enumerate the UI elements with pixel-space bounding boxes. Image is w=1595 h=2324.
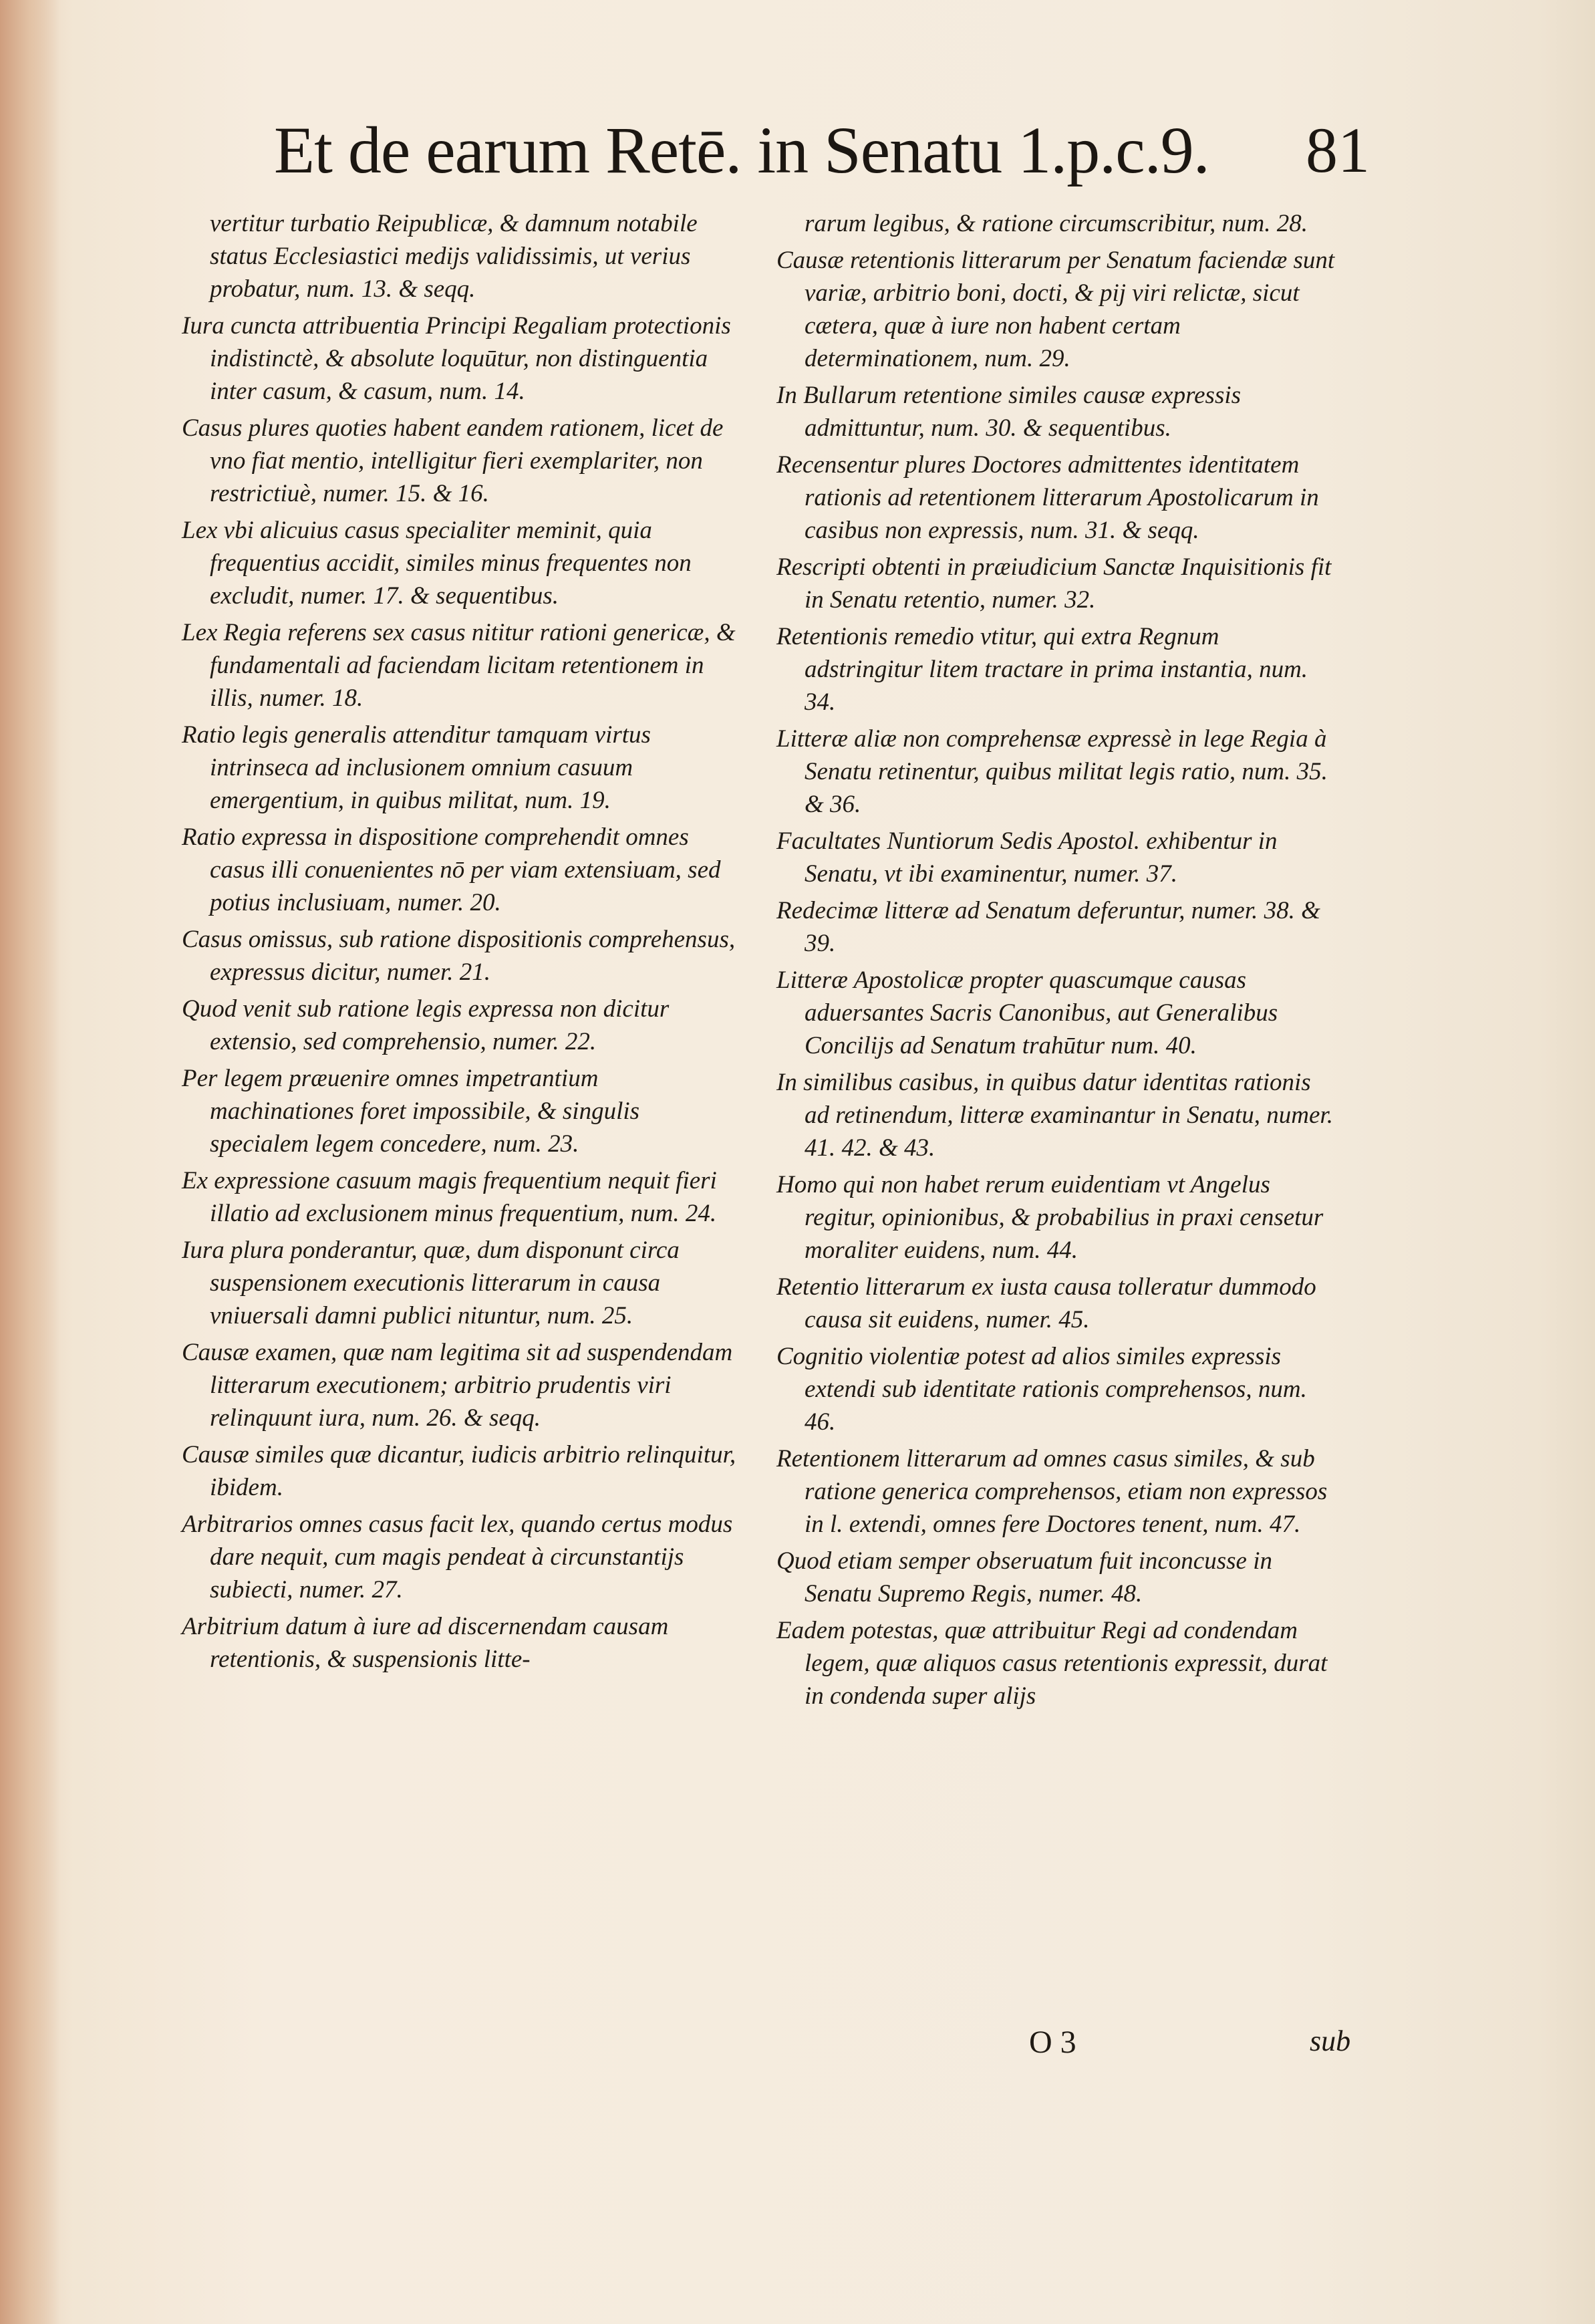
index-entry: Iura plura ponderantur, quæ, dum disponunt circa suspensionem executionis litterarum in causa vniuersali damni publici nituntur, num. 25.: [182, 1237, 680, 1329]
index-entry: Rescripti obtenti in præiudicium Sanctæ Inquisitionis fit in Senatu retentio, numer. 32.: [776, 553, 1332, 614]
index-entry: Ratio expressa in dispositione comprehendit omnes casus illi conuenientes nō per viam extensiuam, sed potius inclusiuam, numer. 20.: [182, 823, 721, 916]
index-entry: Casus omissus, sub ratione dispositionis comprehensus, expressus dicitur, numer. 21.: [182, 926, 736, 986]
index-entry: Arbitrarios omnes casus facit lex, quando certus modus dare nequit, cum magis pendeat à circunstantijs subiecti, numer. 27.: [182, 1511, 733, 1603]
signature-mark: O 3: [1029, 2025, 1076, 2060]
page-gutter: [0, 0, 60, 2324]
index-entry: Facultates Nuntiorum Sedis Apostol. exhibentur in Senatu, vt ibi examinentur, numer. 37.: [776, 827, 1278, 888]
index-entry: Lex Regia referens sex casus nititur rationi genericæ, & fundamentali ad faciendam licitam retentionem in illis, numer. 18.: [182, 619, 736, 712]
index-entry: Litteræ aliæ non comprehensæ expressè in lege Regia à Senatu retinentur, quibus militat legis ratio, num. 35. & 36.: [776, 725, 1328, 818]
index-entry: In Bullarum retentione similes causæ expressis admittuntur, num. 30. & sequentibus.: [776, 382, 1242, 442]
index-entry: Per legem præuenire omnes impetrantium machinationes foret impossibile, & singulis specialem legem concedere, num. 23.: [182, 1065, 640, 1158]
index-entry: Causæ similes quæ dicantur, iudicis arbitrio relinquitur, ibidem.: [182, 1441, 736, 1501]
index-entry: Casus plures quoties habent eandem rationem, licet de vno fiat mentio, intelligitur fieri exemplariter, non restrictiuè, numer. 15. & 16.: [182, 414, 724, 507]
index-entry: Recensentur plures Doctores admittentes identitatem rationis ad retentionem litterarum Apostolicarum in casibus non expressis, num. 31. & seqq.: [776, 451, 1319, 544]
index-entry: Retentionis remedio vtitur, qui extra Regnum adstringitur litem tractare in prima instantia, num. 34.: [776, 623, 1308, 716]
index-entry: Cognitio violentiæ potest ad alios similes expressis extendi sub identitate rationis comprehensos, num. 46.: [776, 1343, 1307, 1436]
index-entry: Quod venit sub ratione legis expressa non dicitur extensio, sed comprehensio, numer. 22.: [182, 995, 670, 1055]
index-entry: vertitur turbatio Reipublicæ, & damnum notabile status Ecclesiastici medijs validissimis, ut verius probatur, num. 13. & seqq.: [210, 210, 698, 303]
index-entry: Causæ retentionis litterarum per Senatum faciendæ sunt variæ, arbitrio boni, docti, & pij viri relictæ, sicut cætera, quæ à iure non habent certam determinationem, num. 29.: [776, 247, 1335, 372]
page-header: [274, 114, 1370, 187]
index-entry: Quod etiam semper obseruatum fuit inconcusse in Senatu Supremo Regis, numer. 48.: [776, 1547, 1272, 1607]
index-entry: Lex vbi alicuius casus specialiter meminit, quia frequentius accidit, similes minus frequentes non excludit, numer. 17. & sequentibus.: [182, 517, 692, 610]
page-number: 81: [1306, 114, 1370, 186]
right-column: [776, 207, 1338, 1716]
index-entry: rarum legibus, & ratione circumscribitur, num. 28.: [805, 210, 1308, 237]
left-column: [182, 207, 743, 1680]
index-entry: Retentionem litterarum ad omnes casus similes, & sub ratione generica comprehensos, etiam non expressos in l. extendi, omnes fere Doctores tenent, num. 47.: [776, 1445, 1328, 1538]
index-entry: In similibus casibus, in quibus datur identitas rationis ad retinendum, litteræ examinantur in Senatu, numer. 41. 42. & 43.: [776, 1069, 1333, 1162]
index-entry: Ex expressione casuum magis frequentium nequit fieri illatio ad exclusionem minus frequentium, num. 24.: [182, 1167, 717, 1227]
index-entry: Litteræ Apostolicæ propter quascumque causas aduersantes Sacris Canonibus, aut Generalibus Concilijs ad Senatum trahūtur num. 40.: [776, 966, 1278, 1059]
index-entry: Redecimæ litteræ ad Senatum deferuntur, numer. 38. & 39.: [776, 897, 1320, 957]
index-entry: Causæ examen, quæ nam legitima sit ad suspendendam litterarum executionem; arbitrio prudentis viri relinquunt iura, num. 26. & seqq.: [182, 1339, 733, 1432]
catchword: sub: [1310, 2025, 1351, 2057]
index-entry: Eadem potestas, quæ attribuitur Regi ad condendam legem, quæ aliquos casus retentionis expressit, durat in condenda super alijs: [776, 1617, 1328, 1710]
index-entry: Retentio litterarum ex iusta causa tolleratur dummodo causa sit euidens, numer. 45.: [776, 1273, 1316, 1333]
running-head: Et de earum Retē. in Senatu 1.p.c.9.: [274, 113, 1209, 187]
index-entry: Iura cuncta attribuentia Principi Regaliam protectionis indistinctè, & absolute loquūtur, non distinguentia inter casum, & casum, num. 14.: [182, 312, 731, 405]
index-entry: Ratio legis generalis attenditur tamquam virtus intrinseca ad inclusionem omnium casuum emergentium, in quibus militat, num. 19.: [182, 721, 651, 814]
index-entry: Arbitrium datum à iure ad discernendam causam retentionis, & suspensionis litte-: [182, 1613, 669, 1673]
index-entry: Homo qui non habet rerum euidentiam vt Angelus regitur, opinionibus, & probabilius in praxi censetur moraliter euidens, num. 44.: [776, 1171, 1324, 1264]
